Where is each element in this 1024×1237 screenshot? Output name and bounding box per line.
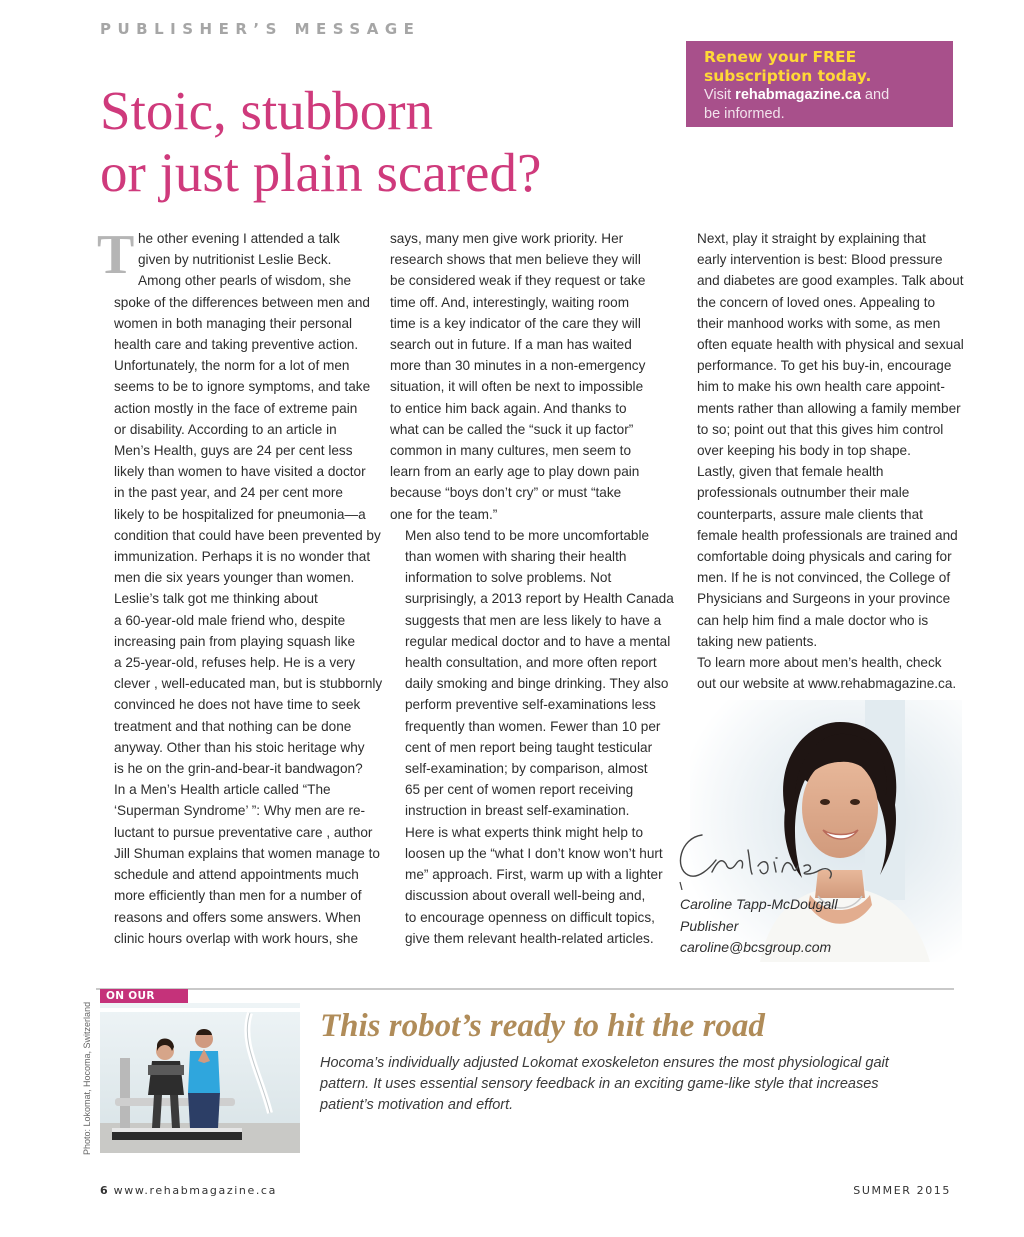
article-line: counterparts, assure male clients that	[697, 506, 923, 522]
section-divider	[96, 988, 954, 990]
article-paragraph	[99, 588, 383, 779]
headline-line-2: or just plain scared?	[100, 142, 542, 203]
article-line: self-examination; by comparison, almost	[405, 761, 648, 777]
article-line: search out in future. If a man has waited	[390, 337, 632, 353]
article-line: 65 per cent of women report receiving	[405, 782, 634, 798]
article-line: Men also tend to be more uncomfortable	[405, 527, 650, 543]
photo-credit: Photo: Lokomat, Hocoma, Switzerland	[82, 1001, 92, 1155]
article-line: often equate health with physical and sexual	[697, 337, 964, 353]
article-line: increasing pain from playing squash like	[114, 633, 356, 649]
article-line: discussion about overall well-being and,	[405, 888, 646, 904]
cover-desc-line: patient’s motivation and effort.	[320, 1097, 514, 1113]
cover-photo	[100, 1003, 300, 1153]
article-line: a 60-year-old male friend who, despite	[114, 612, 346, 628]
article-line: spoke of the differences between men and	[114, 294, 370, 310]
cover-story-description	[320, 1053, 960, 1116]
article-line: one for the team.”	[390, 506, 498, 522]
article-line: convinced he does not have time to seek	[114, 697, 361, 713]
article-line: early intervention is best: Blood pressure	[697, 252, 943, 268]
article-line: common in many cultures, men seem to	[390, 443, 632, 459]
article-line: cent of men report being taught testicular	[405, 739, 653, 755]
publisher-name: Caroline Tapp-McDougall	[680, 896, 838, 912]
article-line: treatment and that nothing can be done	[114, 718, 352, 734]
article-paragraph	[99, 292, 371, 356]
footer-left	[100, 1184, 277, 1197]
article-paragraph	[390, 228, 662, 525]
article-line: likely to be hospitalized for pneumonia—a	[114, 506, 366, 522]
renew-site-link[interactable]: rehabmagazine.ca	[735, 87, 861, 103]
cover-desc-line: Hocoma’s individually adjusted Lokomat exoskeleton ensures the most physiological gait	[320, 1055, 889, 1071]
publisher-title: Publisher	[680, 917, 739, 934]
renew-visit-line	[704, 86, 943, 105]
article-line: Lastly, given that female health	[697, 464, 884, 480]
article-line: ‘Superman Syndrome’ ”: Why men are re-	[114, 803, 366, 819]
article-line: In a Men’s Health article called “The	[114, 782, 331, 798]
article-line: to entice him back again. And thanks to	[390, 400, 627, 416]
article-line: the concern of loved ones. Appealing to	[697, 294, 936, 310]
article-line: given by nutritionist Leslie Beck.	[138, 252, 332, 268]
article-line: what can be called the “suck it up factor”	[390, 421, 634, 437]
article-line: and diabetes are good examples. Talk about	[697, 273, 964, 289]
article-line: professionals outnumber their male	[697, 485, 910, 501]
article-line: condition that could have been prevented by	[114, 527, 381, 543]
article-line: Men’s Health, guys are 24 per cent less	[114, 443, 353, 459]
article-column-1	[97, 224, 383, 949]
article-paragraph	[682, 652, 957, 694]
article-line: can help him find a male doctor who is	[697, 612, 929, 628]
article-line: Next, play it straight by explaining that	[697, 231, 926, 246]
handwritten-signature	[670, 820, 870, 890]
article-column-3	[682, 228, 964, 694]
article-line: than women with sharing their health	[405, 549, 627, 565]
article-line: ments rather than allowing a family member	[697, 400, 961, 416]
lokomat-photo-illustration	[100, 1003, 300, 1153]
publisher-caption	[680, 894, 837, 959]
article-line: perform preventive self-examinations less	[405, 697, 656, 713]
article-line: time is a key indicator of the care they will	[390, 315, 641, 331]
article-line: to so; point out that this gives him control	[697, 421, 944, 437]
article-line: seems to be to ignore symptoms, and take	[114, 379, 371, 395]
drop-cap: T	[97, 224, 135, 286]
article-line: frequently than women. Fewer than 10 per	[405, 718, 661, 734]
article-line: men die six years younger than women.	[114, 570, 355, 586]
article-line: anyway. Other than his stoic heritage why	[114, 739, 365, 755]
article-line: schedule and attend appointments much	[114, 867, 359, 883]
page-number: 6	[100, 1184, 108, 1197]
article-line: more than 30 minutes in a non-emergency	[390, 358, 646, 374]
footer-issue: SUMMER 2015	[853, 1184, 951, 1197]
article-line: he other evening I attended a talk	[138, 231, 340, 246]
article-line: Physicians and Surgeons in your province	[697, 591, 951, 607]
article-line: women in both managing their personal	[114, 315, 353, 331]
article-line: performance. To get his buy-in, encourage	[697, 358, 952, 374]
article-line: to encourage openness on difficult topics,	[405, 909, 655, 925]
article-line: Among other pearls of wisdom, she	[138, 273, 352, 289]
article-column-2	[390, 228, 674, 949]
on-our-cover-tag: ON OUR	[100, 989, 188, 1003]
article-paragraph	[390, 525, 674, 822]
article-paragraph	[682, 461, 958, 652]
article-line: instruction in breast self-examination.	[405, 803, 630, 819]
renew-visit-prefix: Visit	[704, 87, 736, 103]
renew-line-1: Renew your FREE	[704, 48, 857, 66]
article-line: him to make his own health care appoint-	[697, 379, 945, 395]
article-line: me” approach. First, warm up with a lighter	[405, 867, 663, 883]
publisher-email[interactable]: caroline@bcsgroup.com	[680, 939, 832, 955]
article-line: men. If he is not convinced, the College of	[697, 570, 951, 586]
article-line: clever , well-educated man, but is stubbornly	[114, 676, 383, 692]
article-line: a 25-year-old, refuses help. He is a very	[114, 655, 356, 671]
article-line: surprisingly, a 2013 report by Health Canada	[405, 591, 674, 607]
renew-line-2: subscription today.	[704, 67, 872, 85]
article-line: comfortable doing physicals and caring for	[697, 549, 952, 565]
cover-story-title: This robot’s ready to hit the road	[320, 1008, 765, 1044]
article-line: or disability. According to an article in	[114, 421, 337, 437]
article-line: Jill Shuman explains that women manage to	[114, 845, 380, 861]
article-line: female health professionals are trained and	[697, 527, 958, 543]
article-line: give them relevant health-related articles.	[405, 930, 654, 946]
article-line: Leslie’s talk got me thinking about	[114, 591, 318, 607]
article-line: reasons and offers some answers. When	[114, 909, 361, 925]
article-line: situation, it will often be next to impossible	[390, 379, 644, 395]
section-kicker: PUBLISHER’S MESSAGE	[100, 20, 421, 38]
headline-line-1: Stoic, stubborn	[100, 80, 434, 141]
article-line: because “boys don’t cry” or must “take	[390, 485, 622, 501]
article-line: taking new patients.	[697, 633, 818, 649]
renew-visit-suffix: and	[860, 87, 890, 103]
article-headline	[100, 80, 541, 204]
article-line: in the past year, and 24 per cent more	[114, 485, 343, 501]
article-paragraph	[682, 228, 964, 461]
article-line: clinic hours overlap with work hours, she	[114, 930, 359, 946]
article-line: out our website at www.rehabmagazine.ca.	[697, 676, 957, 692]
article-line: their manhood works with some, as men	[697, 315, 941, 331]
article-paragraph	[97, 224, 371, 292]
article-line: research shows that men believe they will	[390, 252, 641, 268]
article-line: information to solve problems. Not	[405, 570, 612, 586]
article-paragraph	[99, 779, 380, 949]
article-line: health care and taking preventive action.	[114, 337, 359, 353]
article-line: over keeping his body in top shape.	[697, 443, 911, 459]
article-line: To learn more about men’s health, check	[697, 655, 942, 671]
article-paragraph	[390, 822, 662, 949]
article-line: is he on the grin-and-bear-it bandwagon?	[114, 761, 363, 777]
article-line: loosen up the “what I don’t know won’t hurt	[405, 845, 663, 861]
article-line: learn from an early age to play down pain	[390, 464, 640, 480]
renew-subscription-box[interactable]	[686, 41, 953, 127]
article-line: be considered weak if they request or take	[390, 273, 646, 289]
article-line: action mostly in the face of extreme pain	[114, 400, 358, 416]
article-line: daily smoking and binge drinking. They also	[405, 676, 669, 692]
article-line: regular medical doctor and to have a mental	[405, 633, 671, 649]
article-line: suggests that men are less likely to have a	[405, 612, 662, 628]
article-line: likely than women to have visited a doctor	[114, 464, 366, 480]
article-line: time off. And, interestingly, waiting room	[390, 294, 630, 310]
renew-line-4: be informed.	[704, 106, 785, 122]
article-paragraph	[99, 355, 381, 588]
footer-site[interactable]: www.rehabmagazine.ca	[113, 1184, 277, 1197]
article-line: health consultation, and more often report	[405, 655, 657, 671]
article-line: luctant to pursue preventative care , author	[114, 824, 373, 840]
article-line: Unfortunately, the norm for a lot of men	[114, 358, 350, 374]
cover-desc-line: pattern. It uses essential sensory feedback in an exciting game-like style that increases	[320, 1076, 879, 1092]
article-line: immunization. Perhaps it is no wonder that	[114, 549, 371, 565]
article-line: more efficiently than men for a number of	[114, 888, 362, 904]
article-line: says, many men give work priority. Her	[390, 231, 624, 246]
article-line: Here is what experts think might help to	[405, 824, 644, 840]
